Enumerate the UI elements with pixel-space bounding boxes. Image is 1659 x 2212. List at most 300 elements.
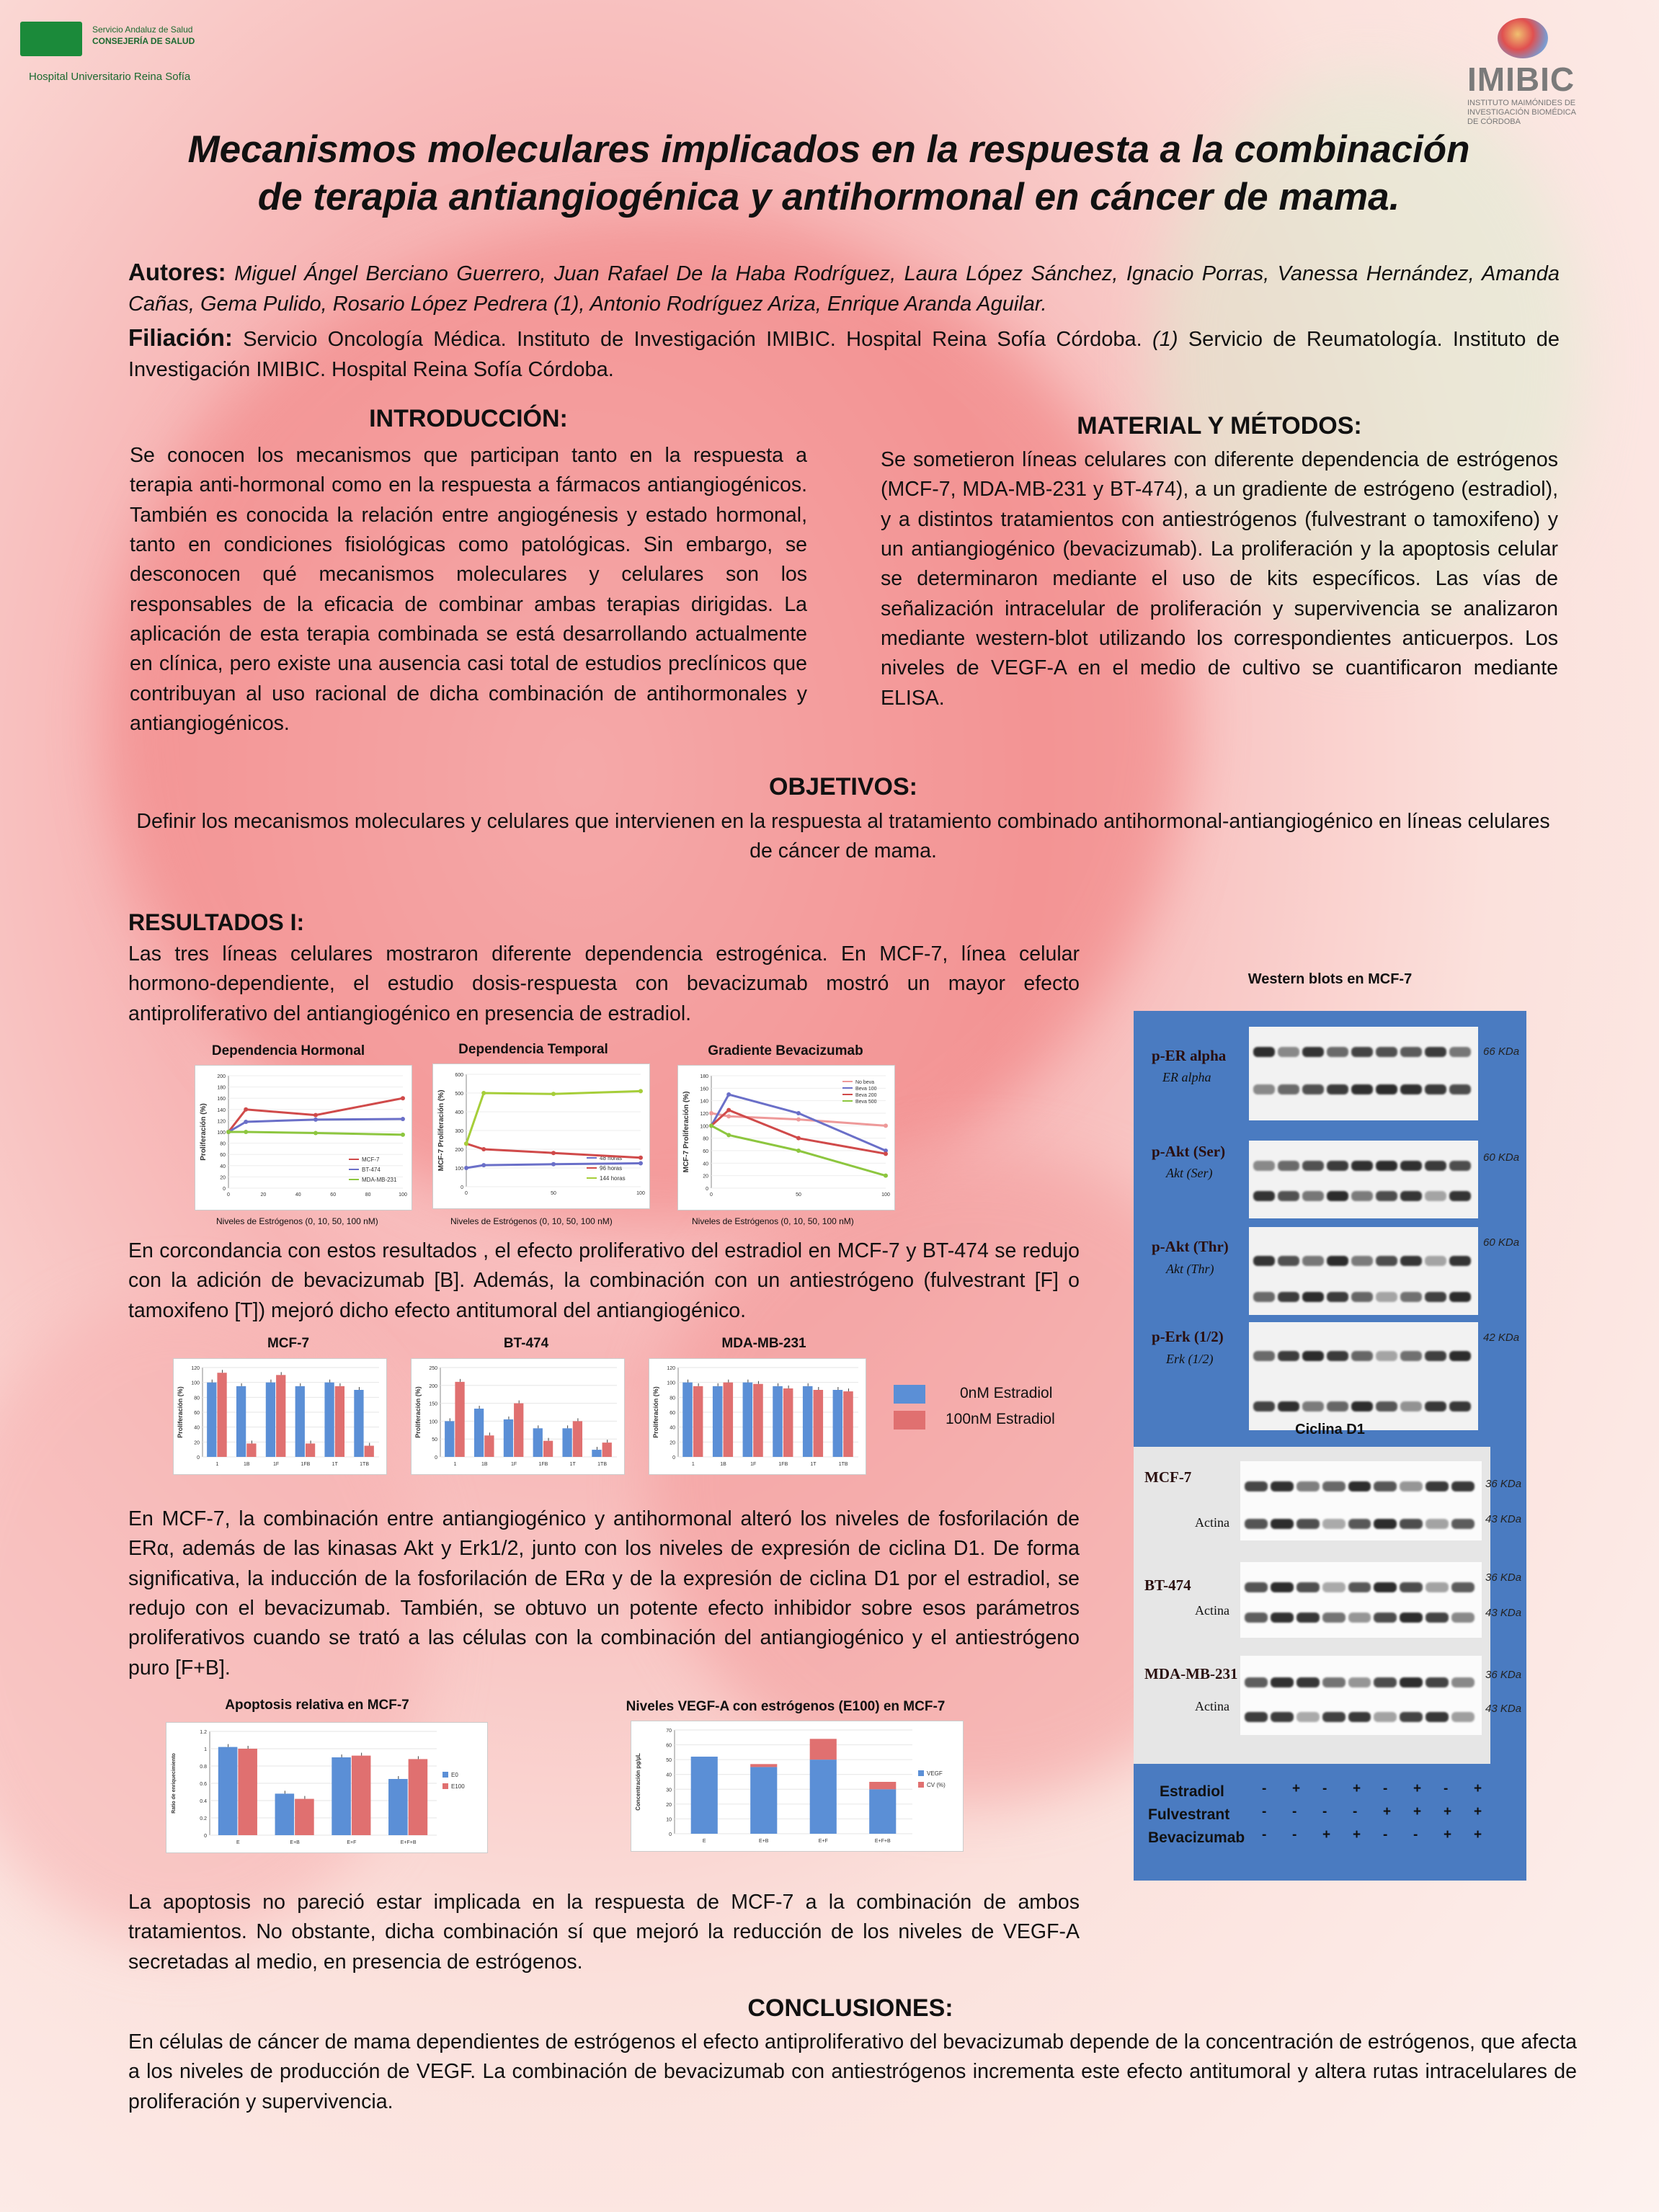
y-tick-label: 300 [455,1129,463,1134]
blot-band [1426,1519,1449,1529]
xlabel-1: Niveles de Estrógenos (0, 10, 50, 100 nM) [216,1216,378,1226]
legend-label: BT-474 [362,1167,381,1173]
bar2-title: BT-474 [503,1336,549,1351]
y-tick-label: 10 [666,1817,672,1823]
bar [266,1383,275,1457]
blot-band [1374,1519,1397,1529]
ciclina-kda1: 36 KDa [1485,1669,1522,1681]
blot-band [1400,1712,1423,1722]
legend-label: Beva 200 [855,1093,877,1098]
blot-band [1400,1084,1422,1094]
blot-band [1271,1677,1294,1687]
y-tick-label: 0 [204,1834,207,1839]
blot-band [1351,1047,1373,1057]
data-point [481,1163,486,1167]
data-point [551,1162,556,1167]
legend-swatch-0nm [894,1385,925,1404]
affiliation [128,321,1560,385]
blot-band [1374,1613,1397,1623]
blot-band [1400,1519,1423,1529]
blot-band [1253,1191,1275,1201]
y-tick-label: 60 [220,1153,226,1159]
x-tick-label: 20 [260,1192,267,1198]
bar1-title: MCF-7 [267,1336,310,1351]
western-blot-panel [1134,1011,1526,1881]
y-tick-label: 0 [223,1187,226,1192]
methods-text: Se sometieron líneas celulares con diferente dependencia de estrógenos (MCF-7, MDA-MB-231 y BT-474), a un gradiente de estrógeno (estradiol), y a distintos tratamientos con antiestrógenos (fulvestrant o tamoxifeno) y un antiangiogénico (bevacizumab). La proliferación y la apoptosis celular se determinaron mediante el uso de kits específicos. Las vías de señalización intracelular de proliferación y supervivencia se analizaron mediante western-blot utilizando los correspondientes anticuerpos. Los niveles de VEGF-A en el medio de cultivo se cuantificaron mediante ELISA. [881,448,1558,710]
results-p4: La apoptosis no pareció estar implicada en la respuesta de MCF-7 a la combinación de ambos tratamientos. No obstante, dicha combinación sí que mejoró la reducción de los niveles de VEGF-A secretadas al medio, en presencia de estrógenos. [128,1891,1080,1974]
y-tick-label: 400 [455,1110,463,1115]
blot-band [1348,1677,1371,1687]
data-point [726,1114,731,1118]
treatment-sign: - [1383,1781,1388,1796]
bar [869,1782,896,1789]
blot-band [1327,1161,1348,1171]
y-tick-label: 140 [217,1107,226,1113]
data-point [796,1136,801,1141]
chart1-card [195,1065,412,1210]
apoptosis-card [166,1722,488,1853]
bar [455,1382,464,1457]
bar [238,1749,257,1835]
x-tick-label: 100 [636,1191,645,1196]
x-tick-label: E+F [347,1840,357,1845]
data-point [401,1133,405,1137]
blot-band [1271,1712,1294,1722]
treatment-sign: - [1413,1827,1418,1842]
y-tick-label: 60 [666,1743,672,1749]
y-tick-label: 0.6 [200,1782,207,1787]
y-tick-label: 0.8 [200,1765,207,1770]
data-point [796,1118,801,1122]
blot-band [1451,1712,1475,1722]
blot-band [1253,1256,1275,1266]
x-tick-label: 1 [453,1462,457,1467]
data-point [244,1130,248,1134]
treatment-sign: - [1322,1804,1327,1819]
blot-band [1374,1677,1397,1687]
y-tick-label: 80 [670,1396,675,1401]
bar [869,1789,896,1834]
legend-label: 96 horas [600,1165,623,1172]
vegf-bar-chart [631,1721,963,1851]
blot-band [1253,1084,1275,1094]
bar [803,1386,813,1457]
sas-line2: CONSEJERÍA DE SALUD [92,36,195,46]
blot-band [1278,1084,1299,1094]
ciclina-kda1: 36 KDa [1485,1478,1522,1490]
y-tick-label: 60 [670,1411,675,1416]
bar [365,1446,374,1458]
data-point [401,1117,405,1121]
data-point [481,1091,486,1095]
bevacizumab-line-chart [678,1066,894,1210]
bar [773,1386,783,1457]
y-axis-label: Proliferación (%) [177,1386,184,1438]
treatment-label: Fulvestrant [1148,1806,1230,1823]
data-point [726,1092,731,1097]
blot-band [1425,1084,1446,1094]
western-title: Western blots en MCF-7 [1247,971,1413,987]
blot-band [1296,1519,1320,1529]
blot-band [1425,1292,1446,1302]
blot-band [1327,1047,1348,1057]
blot-band [1400,1481,1423,1491]
blot-band [1348,1582,1371,1592]
treatment-sign: + [1383,1804,1392,1819]
blot-band [1400,1613,1423,1623]
y-tick-label: 60 [703,1149,708,1154]
blot-band [1400,1191,1422,1201]
y-axis-label: Proliferación (%) [200,1103,208,1161]
treatment-sign: + [1474,1804,1482,1819]
bar [388,1779,408,1835]
blot-band [1425,1047,1446,1057]
mdamb231-bar-chart [649,1359,866,1474]
data-point [639,1161,643,1166]
y-tick-label: 150 [429,1401,437,1407]
x-tick-label: 40 [295,1192,301,1198]
treatment-sign: + [1322,1827,1331,1842]
blot-band [1302,1351,1324,1361]
legend-label-0nm: 0nM Estradiol [960,1385,1053,1401]
bar3-card [649,1358,866,1475]
blot-band [1351,1351,1373,1361]
y-tick-label: 100 [429,1419,437,1425]
blot-band [1425,1191,1446,1201]
legend-label: MDA-MB-231 [362,1177,397,1183]
ciclina-row-label: MDA-MB-231 [1144,1665,1238,1682]
blot-band [1449,1292,1471,1302]
blot-band [1400,1292,1422,1302]
bar [814,1390,824,1457]
blot-band [1348,1481,1371,1491]
y-axis-label: MCF-7 Proliferación (%) [682,1091,690,1173]
bar [332,1757,351,1835]
data-point [226,1130,231,1134]
bar [335,1386,344,1457]
intro-text: Se conocen los mecanismos que participan tanto en la respuesta a terapia anti-hormonal como en la respuesta a fármacos antiangiogénicos. También es conocida la relación entre angiogénesis y estado hormonal, tanto en condiciones fisiológicas como patológicas. Sin embargo, se desconocen qué mecanismos moleculares y celulares son los responsables de la eficacia de combinar ambas terapias dirigidas. La aplicación de esta terapia combinada se está desarrollando actualmente en clínica, pero existe una ausencia casi total de estudios preclínicos que contribuyan al uso racional de dicha combinación de antihormonales y antiangiogénicos. [130,444,807,735]
ciclina-row-sub: Actina [1195,1603,1229,1618]
blot-band [1322,1481,1346,1491]
blot-band [1425,1256,1446,1266]
blot-band [1351,1292,1373,1302]
legend-swatch [442,1783,448,1789]
x-tick-label: 1 [215,1462,219,1467]
data-point [464,1166,468,1170]
blot-band [1351,1256,1373,1266]
y-tick-label: 180 [217,1085,226,1091]
y-tick-label: 180 [700,1074,708,1079]
x-tick-label: 0 [465,1191,468,1196]
bar [484,1435,494,1457]
bar [276,1375,285,1457]
y-tick-label: 100 [191,1381,200,1386]
x-tick-label: 80 [365,1192,371,1198]
y-tick-label: 0 [706,1187,708,1192]
y-tick-label: 250 [429,1366,437,1371]
data-point [726,1133,731,1137]
treatment-sign: + [1474,1827,1482,1842]
authors [128,256,1560,319]
blot-band [1278,1191,1299,1201]
y-tick-label: 1.2 [200,1730,207,1735]
legend-swatch [918,1770,924,1776]
y-axis-label: Ratio de enriquecimiento [172,1753,177,1814]
y-tick-label: 200 [455,1148,463,1153]
blot-band [1271,1582,1294,1592]
y-tick-label: 40 [703,1161,708,1167]
x-tick-label: E+B [290,1840,300,1845]
bar [753,1384,763,1457]
bar [573,1421,582,1457]
treatment-sign: + [1444,1827,1452,1842]
conclusions-text: En células de cáncer de mama dependientes de estrógenos el efecto antiproliferativo del bevacizumab depende de la concentración de estrógenos, que afecta a los niveles de producción de VEGF. La combinación de bevacizumab con antiestrógenos incrementa este efecto antitumoral y altera rutas intracelulares de proliferación y supervivencia. [128,2030,1577,2113]
legend-label: Beva 100 [855,1087,877,1092]
wb-row-label: p-Akt (Ser) [1152,1143,1226,1160]
legend-label: E100 [451,1783,465,1790]
data-point [551,1092,556,1096]
wb-row-label: p-Erk (1/2) [1152,1328,1224,1345]
blot-band [1327,1084,1348,1094]
y-tick-label: 80 [194,1396,200,1401]
bar [246,1443,256,1457]
blot-band [1351,1191,1373,1201]
y-tick-label: 140 [700,1099,708,1105]
conclusions-heading: CONCLUSIONES: [747,1994,953,2022]
blot-band [1327,1351,1348,1361]
wb-row-sub: Erk (1/2) [1166,1352,1214,1366]
treatment-sign: - [1292,1804,1297,1819]
blot-band [1400,1047,1422,1057]
blot-band [1426,1712,1449,1722]
blot-band [1451,1613,1475,1623]
x-tick-label: E+F+B [874,1839,891,1844]
blot-band [1449,1191,1471,1201]
data-point [639,1156,643,1160]
x-tick-label: 50 [796,1192,801,1198]
ciclina-kda2: 43 KDa [1485,1607,1522,1619]
imibic-sub1: INSTITUTO MAIMÓNIDES DE [1467,99,1576,107]
blot-band [1425,1351,1446,1361]
blot-band [1245,1519,1268,1529]
blot-band [1296,1712,1320,1722]
y-tick-label: 0 [672,1455,675,1460]
bar [354,1390,363,1457]
bar [295,1799,314,1835]
y-tick-label: 40 [220,1164,226,1169]
data-point [551,1151,556,1155]
blot-band [1322,1519,1346,1529]
data-point [244,1107,248,1112]
bar [217,1373,226,1457]
blot-band [1327,1191,1348,1201]
bar [533,1428,543,1457]
y-tick-label: 70 [666,1729,672,1734]
treatment-label: Bevacizumab [1148,1829,1245,1846]
blot-band [1327,1401,1348,1412]
treatment-sign: + [1353,1827,1361,1842]
affiliation-mark: (1) [1152,328,1178,351]
ciclina-title: Ciclina D1 [1295,1422,1365,1437]
series-line [466,1143,641,1158]
ciclina-kda2: 43 KDa [1485,1703,1522,1715]
apoptosis-title: Apoptosis relativa en MCF-7 [225,1698,409,1713]
x-tick-label: 1FB [301,1462,311,1467]
bar [833,1390,843,1457]
treatment-sign: - [1444,1781,1449,1796]
blot-band [1449,1256,1471,1266]
x-tick-label: 1F [272,1462,280,1467]
bar [743,1383,753,1457]
legend-label: 144 horas [600,1175,626,1182]
legend-swatch [442,1772,448,1778]
intro-heading: INTRODUCCIÓN: [369,405,568,432]
y-tick-label: 20 [220,1175,226,1181]
treatment-sign: - [1292,1827,1297,1842]
data-point [464,1141,468,1146]
imibic-globe-icon [1498,18,1548,58]
y-tick-label: 160 [700,1087,708,1092]
data-point [796,1149,801,1153]
y-axis-label: MCF-7 Proliferación (%) [437,1089,445,1172]
x-tick-label: E [236,1840,240,1845]
wb-blot [1249,1027,1478,1120]
treatment-sign: + [1353,1781,1361,1796]
wb-row-kda: 42 KDa [1483,1332,1520,1344]
y-tick-label: 0 [435,1455,437,1460]
results-p1: Las tres líneas celulares mostraron diferente dependencia estrogénica. En MCF-7, línea celular hormono-dependiente, el estudio dosis-respuesta con bevacizumab mostró un mayor efecto antiproliferativo del antiangiogénico en presencia de estradiol. [128,942,1080,1025]
blot-band [1278,1047,1299,1057]
x-tick-label: 1TB [597,1462,608,1467]
chart3-title: Gradiente Bevacizumab [708,1043,863,1058]
x-tick-label: E+B [759,1839,769,1844]
x-tick-label: 1B [720,1462,726,1467]
bar [562,1428,571,1457]
blot-band [1400,1677,1423,1687]
blot-band [1327,1256,1348,1266]
bar [207,1383,216,1457]
blot-band [1400,1582,1423,1592]
blot-band [1426,1481,1449,1491]
blot-band [1426,1582,1449,1592]
blot-band [1302,1292,1324,1302]
blot-band [1278,1401,1299,1412]
x-tick-label: 1T [332,1462,338,1467]
blot-band [1253,1047,1275,1057]
wb-row-sub: Akt (Thr) [1166,1262,1214,1276]
y-tick-label: 120 [217,1119,226,1125]
blot-band [1376,1084,1397,1094]
blot-band [1322,1712,1346,1722]
blot-band [1400,1256,1422,1266]
legend-label: No beva [855,1080,875,1085]
blot-band [1451,1519,1475,1529]
data-point [313,1113,318,1118]
wb-row-kda: 60 KDa [1483,1236,1520,1249]
blot-band [1449,1351,1471,1361]
bar [724,1383,734,1457]
blot-band [1374,1712,1397,1722]
y-axis-label: Concentración pg/µL [635,1753,641,1811]
blot-band [1296,1481,1320,1491]
bar [810,1760,837,1834]
x-tick-label: 1TB [360,1462,370,1467]
hospital-name: Hospital Universitario Reina Sofía [29,71,191,83]
y-tick-label: 30 [666,1788,672,1793]
ciclina-blot [1240,1562,1482,1638]
y-tick-label: 500 [455,1092,463,1097]
bar [409,1759,428,1835]
y-tick-label: 80 [703,1136,708,1142]
y-tick-label: 0 [461,1185,463,1190]
blot-band [1296,1613,1320,1623]
blot-band [1376,1256,1397,1266]
treatment-sign: + [1292,1781,1301,1796]
blot-band [1271,1481,1294,1491]
bar [445,1421,454,1457]
bar [750,1767,777,1834]
treatment-sign: - [1262,1804,1267,1819]
blot-band [1400,1351,1422,1361]
sas-emblem-icon [20,22,82,56]
blot-band [1245,1677,1268,1687]
bar [713,1386,723,1457]
wb-blot [1249,1322,1478,1430]
x-tick-label: 1 [691,1462,695,1467]
wb-row-sub: ER alpha [1162,1070,1211,1084]
blot-band [1322,1677,1346,1687]
blot-band [1302,1191,1324,1201]
blot-band [1271,1613,1294,1623]
legend-label: 48 horas [600,1155,623,1161]
bar2-card [411,1358,625,1475]
y-tick-label: 20 [666,1802,672,1808]
x-tick-label: 0 [227,1192,230,1198]
y-axis-label: Proliferación (%) [414,1386,422,1438]
bar [543,1441,553,1457]
x-tick-label: E [702,1839,706,1844]
blot-band [1425,1401,1446,1412]
blot-band [1426,1677,1449,1687]
bar [750,1764,777,1767]
blot-band [1376,1401,1397,1412]
y-tick-label: 600 [455,1073,463,1078]
x-tick-label: 100 [399,1192,407,1198]
blot-band [1253,1292,1275,1302]
chart2-title: Dependencia Temporal [458,1042,608,1057]
bar [592,1450,601,1457]
data-point [796,1111,801,1115]
ciclina-kda1: 36 KDa [1485,1571,1522,1584]
x-tick-label: 1FB [538,1462,548,1467]
data-point [481,1147,486,1151]
wb-row-label: p-ER alpha [1152,1047,1227,1064]
vegf-card [631,1721,964,1852]
methods-heading: MATERIAL Y MÉTODOS: [1077,412,1362,440]
y-tick-label: 200 [217,1074,226,1079]
bar [693,1386,703,1457]
x-tick-label: E+F [818,1839,828,1844]
affiliation-text-a: Servicio Oncología Médica. Instituto de Investigación IMIBIC. Hospital Reina Sofía Córdoba. [243,328,1142,351]
authors-label: Autores: [128,259,226,285]
chart2-card [432,1063,650,1209]
blot-band [1400,1401,1422,1412]
authors-text: Miguel Ángel Berciano Guerrero, Juan Rafael De la Haba Rodríguez, Laura López Sánchez, Ignacio Porras, Vanessa Hernández, Amanda Cañas, Gema Pulido, Rosario López Pedrera (1), Antonio Rodríguez Ariza, Enrique Aranda Aguilar. [128,262,1560,316]
y-tick-label: 50 [666,1758,672,1764]
x-tick-label: 1F [510,1462,517,1467]
data-point [639,1089,643,1093]
